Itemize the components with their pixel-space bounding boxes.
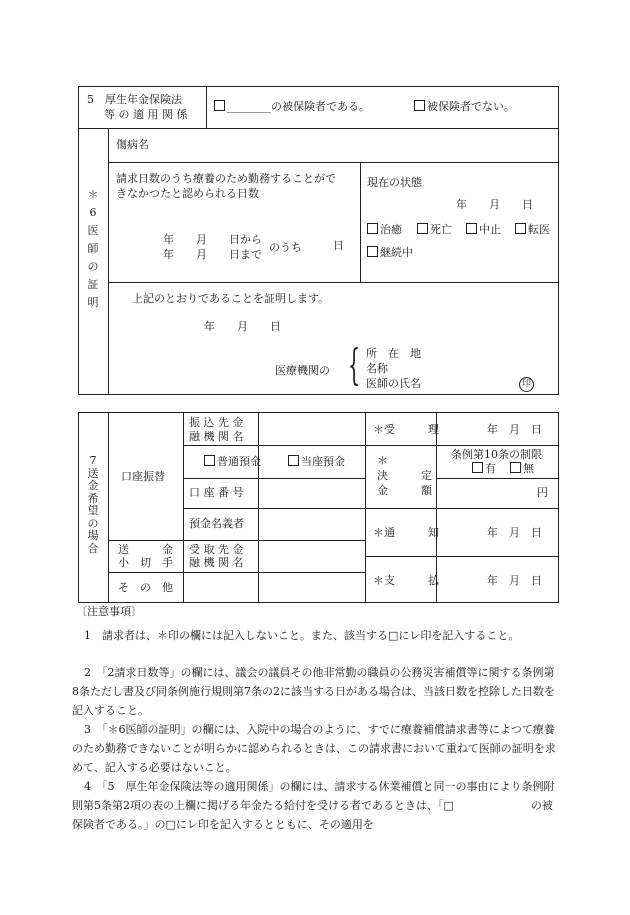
status-option-death[interactable]: 死亡	[417, 223, 452, 237]
section5-heading-line1: 5 厚生年金保険法	[87, 93, 182, 106]
note-item-4: 4 「5 厚生年金保険法等の適用関係」の欄には、請求する休業補償と同一の事由により条例附則第5条第2項の表の上欄に掲げる年金たる給付を受ける者であるときは、「□ の被保険者である。」の□にレ印を記入するとともに、その適用を	[72, 780, 555, 831]
divider	[206, 86, 207, 128]
status-date[interactable]: 年 月 日	[456, 198, 533, 211]
yen-unit: 円	[537, 486, 548, 499]
divider	[183, 478, 365, 479]
current-deposit-option[interactable]: 当座預金	[288, 455, 345, 469]
note-item-1: 1 請求者は、＊印の欄には記入しないこと。また、該当する□にレ印を記入すること。	[84, 629, 520, 642]
section7-side-label: 7送金希望の場合	[87, 454, 99, 555]
divider	[108, 282, 559, 283]
divider	[108, 540, 365, 541]
checkbox[interactable]	[417, 223, 428, 234]
notes-heading: 〔注意事項〕	[76, 605, 142, 618]
decision-line1: 決 定	[377, 469, 432, 482]
restriction-has-option[interactable]: 有	[472, 462, 496, 476]
not-insured-option[interactable]	[414, 100, 515, 114]
status-option-continuing[interactable]: 継続中	[367, 246, 413, 260]
checkbox[interactable]	[510, 462, 521, 473]
section-5-6-frame	[78, 86, 559, 395]
remit-line2: 小 切 手	[118, 556, 173, 569]
institution-name-label: 名称	[366, 362, 388, 375]
restriction-none-option[interactable]: 無	[510, 462, 534, 476]
divider	[78, 128, 559, 129]
days-label-line2: きなかつたと認められる日数	[116, 187, 259, 200]
checkbox[interactable]	[204, 455, 215, 466]
days-unit: 日	[333, 239, 344, 252]
account-transfer-label: 口座振替	[121, 470, 165, 483]
checkbox[interactable]	[472, 462, 483, 473]
days-label-line1: 請求日数のうち療養のため勤務することがで	[116, 172, 336, 185]
checkbox[interactable]	[367, 223, 378, 234]
status-option-transfer[interactable]: 転医	[515, 223, 550, 237]
account-number-label: 口 座 番 号	[189, 486, 244, 499]
seal-icon: 印	[519, 377, 534, 392]
not-insured-label: 被保険者でない。	[427, 100, 515, 113]
checkbox[interactable]	[367, 246, 378, 257]
ordinary-deposit-option[interactable]: 普通預金	[204, 455, 261, 469]
divider	[360, 162, 361, 282]
note-item-3: 3 「＊6医師の証明」の欄には、入院中の場合のように、すでに療養補償請求書等によつて療養のため勤務できないことが明らかに認められるときは、この請求書において重ねて医師の証明を求めて、記入する必要はないこと。	[72, 723, 556, 774]
insured-checkbox[interactable]	[214, 100, 225, 111]
section5-heading-line2: 等 の 適 用 関 係	[104, 108, 188, 121]
bank-label-line1: 振 込 先 金	[189, 416, 244, 429]
checkbox[interactable]	[288, 455, 299, 466]
period-to[interactable]: 年 月 日まで	[163, 248, 262, 261]
recv-bank-line1: 受 取 先 金	[189, 543, 244, 556]
status-label: 現在の状態	[367, 176, 422, 189]
injury-name-label: 傷病名	[116, 138, 149, 151]
payment-date[interactable]: 年 月 日	[487, 574, 542, 587]
receipt-date[interactable]: 年 月 日	[487, 423, 542, 436]
divider	[365, 556, 559, 557]
of-which-label: のうち	[269, 241, 302, 254]
decision-line2: 金 額	[377, 484, 432, 497]
restriction-label: 条例第10条の制限	[451, 448, 542, 461]
divider	[108, 162, 559, 163]
other-label: そ の 他	[118, 581, 173, 594]
checkbox[interactable]	[466, 223, 477, 234]
insured-option[interactable]	[214, 100, 370, 114]
address-label: 所 在 地	[366, 347, 421, 360]
checkbox[interactable]	[515, 223, 526, 234]
insured-suffix: の被保険者である。	[271, 100, 370, 113]
divider	[183, 445, 365, 446]
section6-side-label: ＊6医師の証明	[87, 188, 99, 309]
notice-label: ＊通 知	[373, 526, 439, 539]
status-option-cured[interactable]: 治癒	[367, 223, 402, 237]
payment-label: ＊支 払	[373, 574, 439, 587]
note-item-2: 2 「2請求日数等」の欄には、議会の議員その他非常勤の職員の公務災害補償等に関する条例第8条ただし書及び同条例施行規則第7条の2に該当する日がある場合は、当該日数を控除した日数を記入すること。	[72, 666, 555, 717]
remit-line1: 送 金	[118, 543, 173, 556]
insured-blank[interactable]: ________	[227, 100, 271, 113]
divider	[108, 572, 365, 573]
divider	[108, 128, 109, 395]
institution-label: 医療機関の	[275, 364, 330, 377]
doctor-name-label: 医師の氏名	[366, 377, 421, 390]
receipt-label: ＊受 理	[373, 423, 439, 436]
notice-date[interactable]: 年 月 日	[487, 526, 542, 539]
period-from[interactable]: 年 月 日から	[163, 233, 262, 246]
divider	[183, 508, 365, 509]
not-insured-checkbox[interactable]	[414, 100, 425, 111]
divider	[436, 478, 559, 479]
bank-label-line2: 融 機 関 名	[189, 430, 244, 443]
recv-bank-line2: 融 機 関 名	[189, 556, 244, 569]
divider	[108, 412, 109, 603]
decision-star: ＊	[377, 454, 388, 467]
brace: {	[348, 340, 361, 389]
account-holder-label: 預金名義者	[189, 517, 244, 530]
certify-date[interactable]: 年 月 日	[204, 320, 281, 333]
certify-text: 上記のとおりであることを証明します。	[132, 292, 330, 305]
divider	[365, 508, 559, 509]
divider	[365, 445, 559, 446]
status-option-stopped[interactable]: 中止	[466, 223, 501, 237]
